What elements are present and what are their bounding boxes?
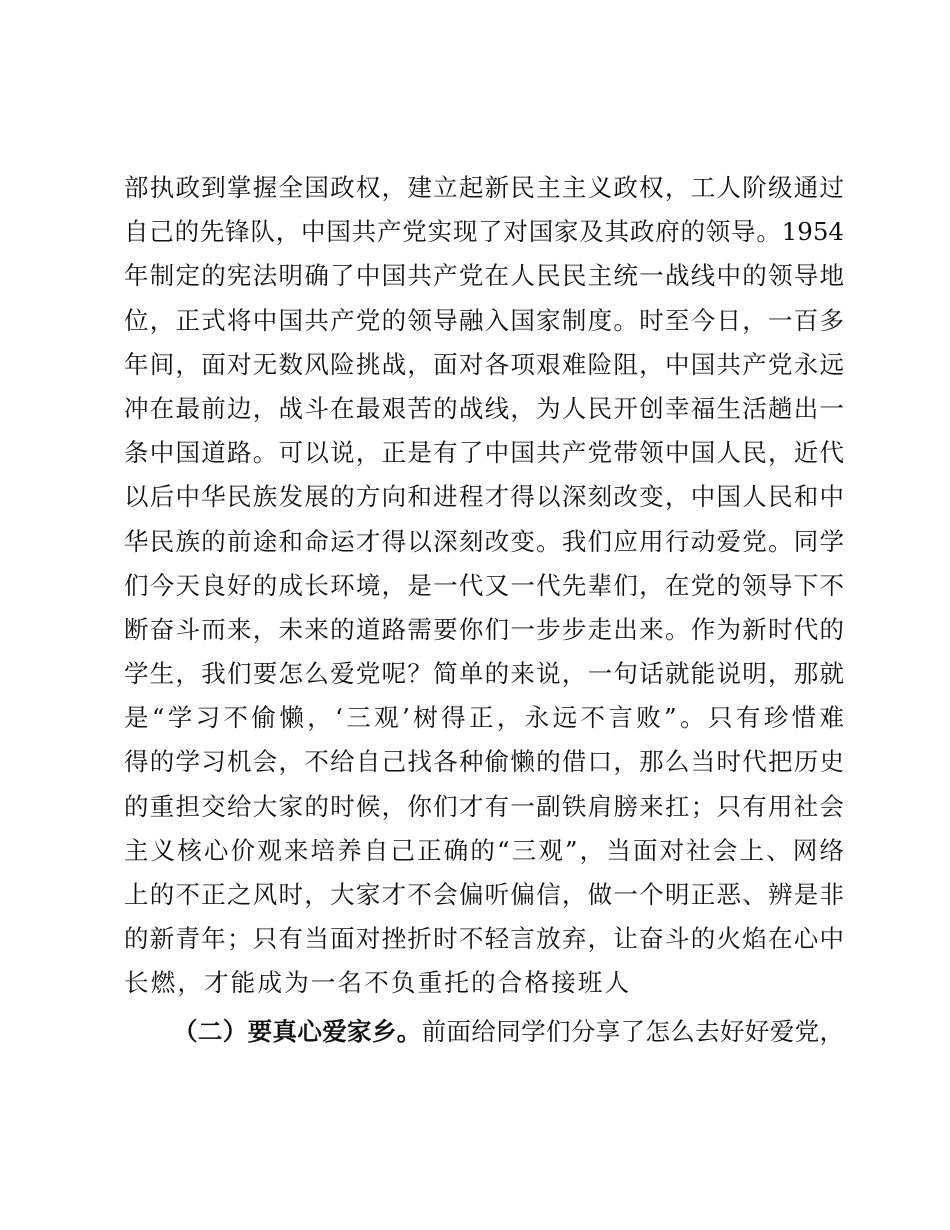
- text-line: 的新青年；只有当面对挫折时不轻言放弃，让奋斗的火焰在心中: [124, 924, 844, 954]
- paragraph-2-text: 前面给同学们分享了怎么去好好爱党，: [421, 1016, 845, 1046]
- text-line: 华民族的前途和命运才得以深刻改变。我们应用行动爱党。同学: [124, 526, 844, 556]
- text-line: 年间，面对无数风险挑战，面对各项艰难险阻，中国共产党永远: [124, 349, 844, 379]
- text-line: 上的不正之风时，大家才不会偏听偏信，做一个明正恶、辨是非: [124, 880, 844, 909]
- paragraph-2: [124, 1010, 844, 1054]
- text-line: 自己的先锋队，中国共产党实现了对国家及其政府的领导。1954: [124, 217, 844, 247]
- text-line: 是“学习不偷懒，‘三观’树得正，永远不言败”。只有珍惜难: [124, 703, 844, 733]
- text-line: 学生，我们要怎么爱党呢？简单的来说，一句话就能说明，那就: [124, 659, 844, 689]
- text-line: 断奋斗而来，未来的道路需要你们一步步走出来。作为新时代的: [124, 614, 844, 644]
- text-line: 以后中华民族发展的方向和进程才得以深刻改变，中国人民和中: [124, 482, 844, 512]
- body-text: [124, 166, 844, 1054]
- section-heading: （二）要真心爱家乡。: [173, 1016, 422, 1046]
- text-line: 的重担交给大家的时候，你们才有一副铁肩膀来扛；只有用社会: [124, 791, 844, 821]
- text-line: 位，正式将中国共产党的领导融入国家制度。时至今日，一百多: [124, 305, 844, 335]
- text-line: 主义核心价观来培养自己正确的“三观”，当面对社会上、网络: [124, 835, 844, 865]
- text-line: 部执政到掌握全国政权，建立起新民主主义政权，工人阶级通过: [124, 173, 844, 202]
- paragraph-1: [124, 166, 844, 1006]
- text-line: 冲在最前边，战斗在最艰苦的战线，为人民开创幸福生活趟出一: [124, 393, 844, 423]
- text-line: 们今天良好的成长环境，是一代又一代先辈们，在党的领导下不: [124, 570, 844, 600]
- text-line: 得的学习机会，不给自己找各种偷懒的借口，那么当时代把历史: [124, 747, 844, 777]
- text-line: 年制定的宪法明确了中国共产党在人民民主统一战线中的领导地: [124, 261, 844, 291]
- text-line: 条中国道路。可以说，正是有了中国共产党带领中国人民，近代: [124, 438, 844, 468]
- text-line: 长燃，才能成为一名不负重托的合格接班人: [124, 968, 632, 998]
